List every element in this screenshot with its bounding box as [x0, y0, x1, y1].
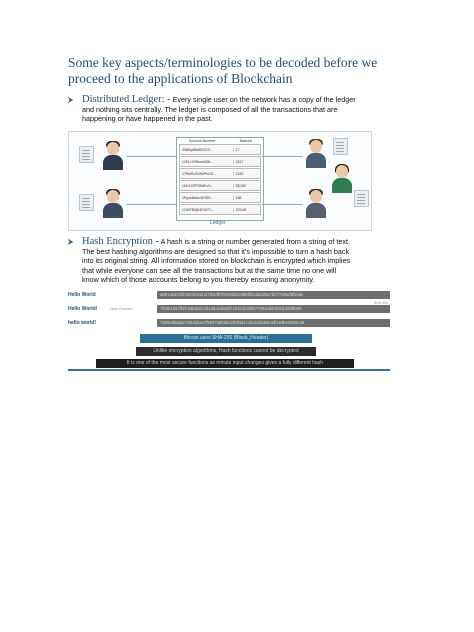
secure-banner: It is one of the most secure functions as minute input changes gives a fully different hash [96, 359, 354, 368]
hash-text-5: know which of those accounts belong to you thereby ensuring anonymity. [82, 275, 315, 285]
hash-row: Hello World a591a6d40bf420404a011733cfb7b190d62c65bf0bcda32b57b277d9ad9f146e SHA-256 [68, 292, 388, 305]
hash-row: Hello World! Hash Function 7f83b1657ff1fc53b92dc18148a1d65dfc2d4b1fa3d677284addd200126d9069 [68, 305, 390, 314]
person-icon [305, 190, 327, 218]
ledger-text-2: and nothing sits centrally. The ledger is composed of all the transactions that are [82, 104, 338, 114]
connector-line [262, 204, 302, 205]
hash-text-2: The best hashing algorithms are designed so that it's impossible to turn a hash back [82, 246, 350, 256]
ledger-text-1: Every single user on the network has a copy of the ledger [172, 95, 356, 104]
bottom-strip [68, 369, 390, 371]
document-icon [79, 194, 94, 211]
ledger-caption: Ledger [210, 220, 226, 226]
table-row: 1RyckMcks4HTiKt... 246 [179, 192, 261, 203]
table-row: 3W8kjhBMR67DC... 17 [179, 144, 261, 155]
connector-line [126, 204, 176, 205]
page-title: Some key aspects/terminologies to be decoded before we proceed to the applications of Blockchain [68, 55, 378, 86]
person-icon [305, 140, 327, 168]
hash-bullet [68, 237, 408, 285]
document-icon [333, 138, 348, 155]
person-icon [331, 165, 353, 193]
connector-line [126, 156, 176, 157]
hash-text-1: A hash is a string or number generated from a string of text. [160, 237, 350, 246]
person-icon [102, 142, 124, 170]
document-icon [79, 146, 94, 163]
hash-heading: Hash Encryption - [82, 236, 159, 247]
ledger-figure [68, 131, 372, 231]
table-row: 1GMFB2jE4C9V7I... 376.65 [179, 204, 261, 215]
table-row: 12DLHYf5oesGMi... 4117 [179, 156, 261, 167]
ledger-heading: Distributed Ledger: - [82, 94, 171, 105]
table-row: 16V3J2PRHMKVv... 55,000 [179, 180, 261, 191]
connector-line [262, 156, 302, 157]
ledger-bullet [68, 95, 408, 124]
hash-sub-note: SHA-256 [373, 301, 388, 305]
arrow-bullet-icon: ⮞ [68, 237, 74, 246]
hash-examples [68, 291, 390, 331]
ledger-table-header: Account Number Balance [189, 138, 253, 143]
decrypt-banner: Unlike encryption algorithms, Hash functions cannot be decrypted [136, 347, 316, 356]
table-row: 1Tf9eRL8ViWPhGG... 2162 [179, 168, 261, 179]
hash-row: hello world! 7509e5bda0c762d2bac7f90d758b5b2263fa01ccbc542ab5e3df163be08e6ca9 [68, 319, 390, 328]
sha256-banner: Bitcoin uses SHA-256 (Block_Header) [140, 334, 312, 343]
document-icon [354, 190, 369, 207]
arrow-bullet-icon: ⮞ [68, 95, 74, 104]
ledger-table [176, 137, 264, 221]
ledger-text-3: happening or have happened in the past. [82, 114, 213, 124]
hash-text-3: into its original string. All information stored on blockchain is encrypted which implies [82, 256, 351, 266]
hash-text-4: that while everyone can see all the transactions but at the same time no one will [82, 265, 337, 275]
person-icon [102, 190, 124, 218]
